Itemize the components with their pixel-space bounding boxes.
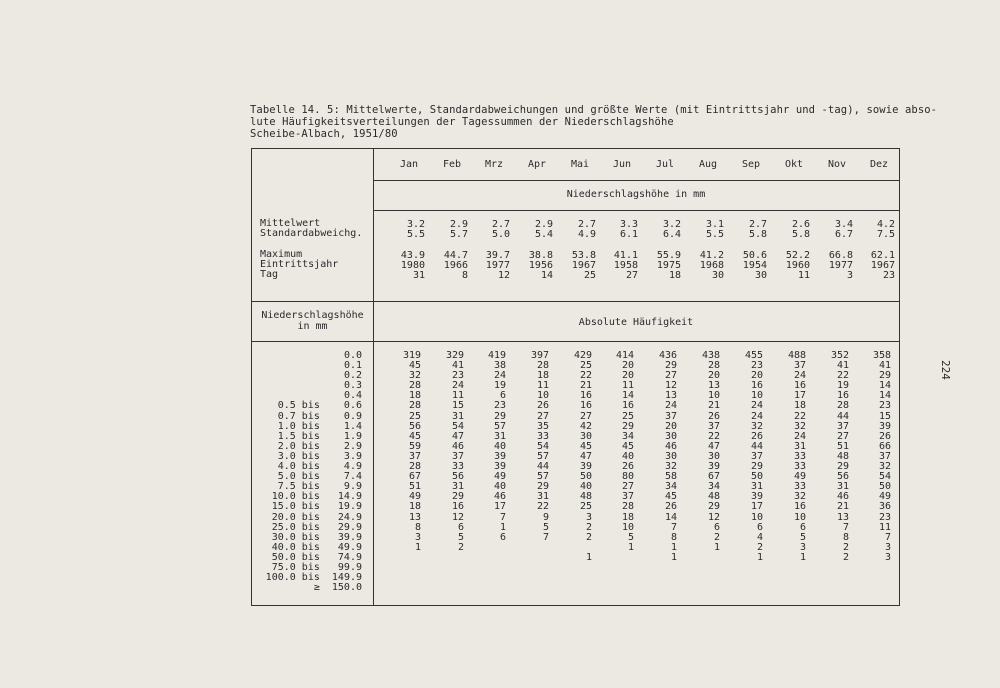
precipitation-class-labels: 0.0 0.1 0.2 0.3 0.4 0.5 bis 0.6 0.7 bis 0.9 1.0 bis 1.4 1.5 bis 1.9 2.0 bis 2.9 3.0 bis 3.9 4.0 bis 4.9 5.0 bis 7.4 7.5 bis 9.9 10.0 bis 14.9 15.0 bis 19.9 20.0 bis 24.9 25.0 bis 29.9 30.0 bis 39.9 40.0 bis 49.9 50.0 bis 74.9 75.0 bis 99.9 100.0 bis 149.9 ≥ 150.0: [265, 350, 362, 594]
stat-eintrittsjahr-0: 1980: [400, 260, 425, 271]
stat-eintrittsjahr-4: 1967: [571, 260, 596, 271]
class-header: Niederschlagshöhe in mm: [261, 310, 364, 332]
stat-tag-0: 31: [412, 270, 425, 281]
stat-mittelwert-5: 3.3: [619, 219, 638, 230]
frequency-column-3: 397 28 18 11 10 26 27 35 33 54 57 44 57 29 31 22 9 5 7: [530, 350, 549, 543]
frequency-column-5: 414 20 20 11 14 16 25 29 34 45 40 26 80 27 37 28 18 10 5 1: [615, 350, 634, 553]
frequency-header-divider: [252, 341, 899, 342]
stat-maximum-1: 44.7: [443, 250, 468, 261]
stat-maximum-6: 55.9: [656, 250, 681, 261]
frequency-column-2: 419 38 24 19 6 23 29 57 31 40 39 39 49 40 46 17 7 1 6: [487, 350, 506, 543]
stat-eintrittsjahr-3: 1956: [528, 260, 553, 271]
stat-maximum-10: 66.8: [828, 250, 853, 261]
stat-standardabweichung-4: 4.9: [577, 229, 596, 240]
frequency-column-0: 319 45 32 28 18 28 25 56 45 59 37 28 67 51 49 18 13 8 3 1: [402, 350, 421, 553]
stat-mittelwert-9: 2.6: [791, 219, 810, 230]
stat-tag-10: 3: [846, 270, 853, 281]
stat-tag-8: 30: [754, 270, 767, 281]
stat-maximum-5: 41.1: [613, 250, 638, 261]
frequency-column-6: 436 29 27 12 13 24 37 20 30 46 30 32 58 34 45 26 14 7 8 1 1: [658, 350, 677, 563]
stat-eintrittsjahr-9: 1960: [785, 260, 810, 271]
month-header-2: Mrz: [484, 159, 504, 170]
stat-mittelwert-6: 3.2: [662, 219, 681, 230]
month-header-3: Apr: [527, 159, 547, 170]
stat-tag-6: 18: [668, 270, 681, 281]
month-header-4: Mai: [570, 159, 590, 170]
stat-eintrittsjahr-5: 1958: [613, 260, 638, 271]
frequency-header: Absolute Häufigkeit: [578, 317, 694, 328]
frequency-column-10: 352 41 22 19 16 28 44 37 27 51 48 29 56 31 46 21 13 7 8 2 2: [830, 350, 849, 563]
stat-eintrittsjahr-6: 1975: [656, 260, 681, 271]
column-divider: [373, 149, 374, 605]
stat-tag-4: 25: [583, 270, 596, 281]
stat-eintrittsjahr-10: 1977: [828, 260, 853, 271]
stat-eintrittsjahr-1: 1966: [443, 260, 468, 271]
stat-standardabweichung-7: 5.5: [705, 229, 724, 240]
stat-standardabweichung-0: 5.5: [406, 229, 425, 240]
stat-maximum-8: 50.6: [742, 250, 767, 261]
stat-tag-7: 30: [711, 270, 724, 281]
stat-mittelwert-2: 2.7: [491, 219, 510, 230]
stat-mittelwert-7: 3.1: [705, 219, 724, 230]
stat-eintrittsjahr-2: 1977: [485, 260, 510, 271]
month-header-9: Okt: [784, 159, 804, 170]
stat-eintrittsjahr-8: 1954: [742, 260, 767, 271]
stat-maximum-2: 39.7: [485, 250, 510, 261]
stat-tag-11: 23: [882, 270, 895, 281]
stat-eintrittsjahr-11: 1967: [870, 260, 895, 271]
section-divider: [252, 301, 899, 302]
stat-tag-3: 14: [540, 270, 553, 281]
stat-standardabweichung-5: 6.1: [619, 229, 638, 240]
precipitation-table: [251, 148, 900, 606]
stat-maximum-11: 62.1: [870, 250, 895, 261]
stat-maximum-0: 43.9: [400, 250, 425, 261]
stat-maximum-7: 41.2: [699, 250, 724, 261]
month-header-11: Dez: [869, 159, 889, 170]
month-header-divider: [373, 180, 899, 181]
stat-mittelwert-8: 2.7: [748, 219, 767, 230]
month-header-10: Nov: [827, 159, 847, 170]
stat-mittelwert-0: 3.2: [406, 219, 425, 230]
page-number: 224: [939, 360, 952, 380]
stat-eintrittsjahr-7: 1968: [699, 260, 724, 271]
stat-standardabweichung-10: 6.7: [834, 229, 853, 240]
stat-standardabweichung-9: 5.8: [791, 229, 810, 240]
month-header-0: Jan: [399, 159, 419, 170]
unit-header: Niederschlagshöhe in mm: [566, 189, 706, 200]
stat-standardabweichung-8: 5.8: [748, 229, 767, 240]
stat-tag-5: 27: [625, 270, 638, 281]
stat-standardabweichung-1: 5.7: [449, 229, 468, 240]
stat-standardabweichung-2: 5.0: [491, 229, 510, 240]
stat-standardabweichung-3: 5.4: [534, 229, 553, 240]
stat-maximum-4: 53.8: [571, 250, 596, 261]
frequency-column-11: 358 41 29 14 14 23 15 39 26 66 37 32 54 50 49 36 23 11 7 3 3: [872, 350, 891, 563]
stat-mittelwert-3: 2.9: [534, 219, 553, 230]
stat-mittelwert-10: 3.4: [834, 219, 853, 230]
frequency-column-1: 329 41 23 24 11 15 31 54 47 46 37 33 56 31 29 16 12 6 5 2: [445, 350, 464, 553]
month-header-5: Jun: [612, 159, 632, 170]
stat-standardabweichung-6: 6.4: [662, 229, 681, 240]
unit-header-divider: [373, 210, 899, 211]
stat-mittelwert-1: 2.9: [449, 219, 468, 230]
month-header-7: Aug: [698, 159, 718, 170]
frequency-column-7: 438 28 20 13 10 21 26 37 22 47 30 39 67 34 48 29 12 6 2 1: [701, 350, 720, 553]
stat-maximum-9: 52.2: [785, 250, 810, 261]
stat-maximum-3: 38.8: [528, 250, 553, 261]
frequency-column-8: 455 23 20 16 10 24 24 32 26 44 37 29 50 31 39 17 10 6 4 2 1: [744, 350, 763, 563]
table-caption: Tabelle 14. 5: Mittelwerte, Standardabweichungen und größte Werte (mit Eintrittsjahr und -tag), sowie abso- lute Häufigkeitsverteilungen der Tagessummen der Niederschlagshöhe Scheibe-Albach, 1951/80: [250, 104, 938, 140]
stats-labels: Mittelwert Standardabweichg. Maximum Eintrittsjahr Tag: [260, 218, 363, 281]
month-header-6: Jul: [655, 159, 675, 170]
month-header-1: Feb: [442, 159, 462, 170]
stat-mittelwert-11: 4.2: [876, 219, 895, 230]
stat-tag-9: 11: [797, 270, 810, 281]
frequency-column-4: 429 25 22 21 16 16 27 42 30 45 47 39 50 40 48 25 3 2 2 1: [573, 350, 592, 563]
stat-standardabweichung-11: 7.5: [876, 229, 895, 240]
stat-tag-2: 12: [497, 270, 510, 281]
month-header-8: Sep: [741, 159, 761, 170]
stat-mittelwert-4: 2.7: [577, 219, 596, 230]
stat-tag-1: 8: [461, 270, 468, 281]
frequency-column-9: 488 37 24 16 17 18 22 32 24 31 33 33 49 33 32 16 10 6 5 3 1: [787, 350, 806, 563]
